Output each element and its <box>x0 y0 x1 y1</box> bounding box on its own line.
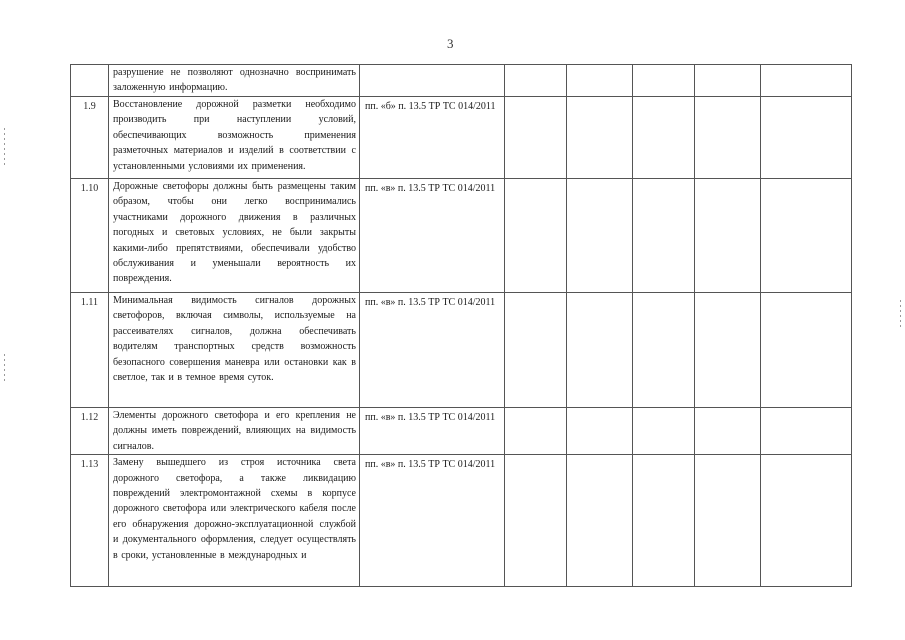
reference-text: пп. «в» п. 13.5 ТР ТС 014/2011 <box>365 183 496 194</box>
check-cell[interactable] <box>695 293 761 408</box>
check-cell[interactable] <box>505 65 567 97</box>
reference-cell <box>360 408 505 455</box>
check-cell[interactable] <box>761 179 852 293</box>
check-cell[interactable] <box>505 455 567 587</box>
requirement-text: Минимальная видимость сигналов дорожных светофоров, включая символы, используемые на рассеивателях сигналов, должна обеспечивать водителям транспортных средств возможность безопасного совершения маневра или остановки как в светлое, так и в темное время суток. <box>113 295 356 384</box>
left-margin-mark <box>4 354 5 384</box>
row-number: 1.12 <box>71 408 109 455</box>
row-number: 1.11 <box>71 293 109 408</box>
reference-text: пп. «в» п. 13.5 ТР ТС 014/2011 <box>365 297 496 308</box>
check-cell[interactable] <box>505 179 567 293</box>
reference-text: пп. «в» п. 13.5 ТР ТС 014/2011 <box>365 412 496 423</box>
check-cell[interactable] <box>633 65 695 97</box>
requirement-text: Дорожные светофоры должны быть размещены таким образом, чтобы они легко воспринимались участниками дорожного движения в различных погодных и световых условиях, не были закрыты какими-либо препятствиями, обеспечивали удобство обслуживания и уменьшали вероятность их повреждения. <box>113 181 356 285</box>
reference-cell <box>360 455 505 587</box>
check-cell[interactable] <box>761 408 852 455</box>
requirement-cell <box>109 65 360 97</box>
table-row <box>71 65 852 97</box>
right-margin-mark <box>900 300 901 330</box>
requirement-text: разрушение не позволяют однозначно воспринимать заложенную информацию. <box>113 67 356 94</box>
requirement-text: Элементы дорожного светофора и его крепления не должны иметь повреждений, влияющих на видимость сигналов. <box>113 410 356 452</box>
table-row <box>71 179 852 293</box>
check-cell[interactable] <box>761 455 852 587</box>
reference-cell <box>360 97 505 179</box>
check-cell[interactable] <box>695 408 761 455</box>
check-cell[interactable] <box>567 179 633 293</box>
table-row <box>71 97 852 179</box>
row-number: 1.10 <box>71 179 109 293</box>
check-cell[interactable] <box>567 408 633 455</box>
check-cell[interactable] <box>567 455 633 587</box>
requirement-text: Восстановление дорожной разметки необходимо производить при наступлении условий, обеспечивающих возможность применения разметочных материалов и изделий в соответствии с установленными условиями их применения. <box>113 99 356 172</box>
requirement-text: Замену вышедшего из строя источника света дорожного светофора, а также ликвидацию повреждений электромонтажной схемы в корпусе дорожного светофора или электрического кабеля после его обнаружения дорожно-эксплуатационной службой и документального оформления, следует осуществлять в сроки, установленные в международных и <box>113 457 356 561</box>
table-row <box>71 408 852 455</box>
check-cell[interactable] <box>505 408 567 455</box>
check-cell[interactable] <box>567 97 633 179</box>
reference-text <box>360 65 504 67</box>
check-cell[interactable] <box>633 408 695 455</box>
check-cell[interactable] <box>633 179 695 293</box>
reference-text: пп. «б» п. 13.5 ТР ТС 014/2011 <box>365 101 496 112</box>
check-cell[interactable] <box>505 293 567 408</box>
check-cell[interactable] <box>633 97 695 179</box>
requirement-cell <box>109 97 360 179</box>
check-cell[interactable] <box>505 97 567 179</box>
table-row <box>71 293 852 408</box>
requirement-cell <box>109 293 360 408</box>
table-row <box>71 455 852 587</box>
check-cell[interactable] <box>761 293 852 408</box>
check-cell[interactable] <box>633 293 695 408</box>
check-cell[interactable] <box>633 455 695 587</box>
check-cell[interactable] <box>761 97 852 179</box>
check-cell[interactable] <box>567 293 633 408</box>
checklist-table <box>70 64 852 587</box>
check-cell[interactable] <box>695 65 761 97</box>
reference-cell <box>360 65 505 97</box>
check-cell[interactable] <box>761 65 852 97</box>
row-number: 1.13 <box>71 455 109 587</box>
check-cell[interactable] <box>695 179 761 293</box>
check-cell[interactable] <box>695 455 761 587</box>
reference-cell <box>360 179 505 293</box>
requirement-cell <box>109 455 360 587</box>
check-cell[interactable] <box>695 97 761 179</box>
row-number <box>71 65 109 97</box>
check-cell[interactable] <box>567 65 633 97</box>
page-number: 3 <box>447 36 454 51</box>
reference-text: пп. «в» п. 13.5 ТР ТС 014/2011 <box>365 459 496 471</box>
reference-cell <box>360 293 505 408</box>
left-margin-mark <box>4 128 5 168</box>
requirement-cell <box>109 179 360 293</box>
row-number: 1.9 <box>71 97 109 179</box>
requirement-cell <box>109 408 360 455</box>
